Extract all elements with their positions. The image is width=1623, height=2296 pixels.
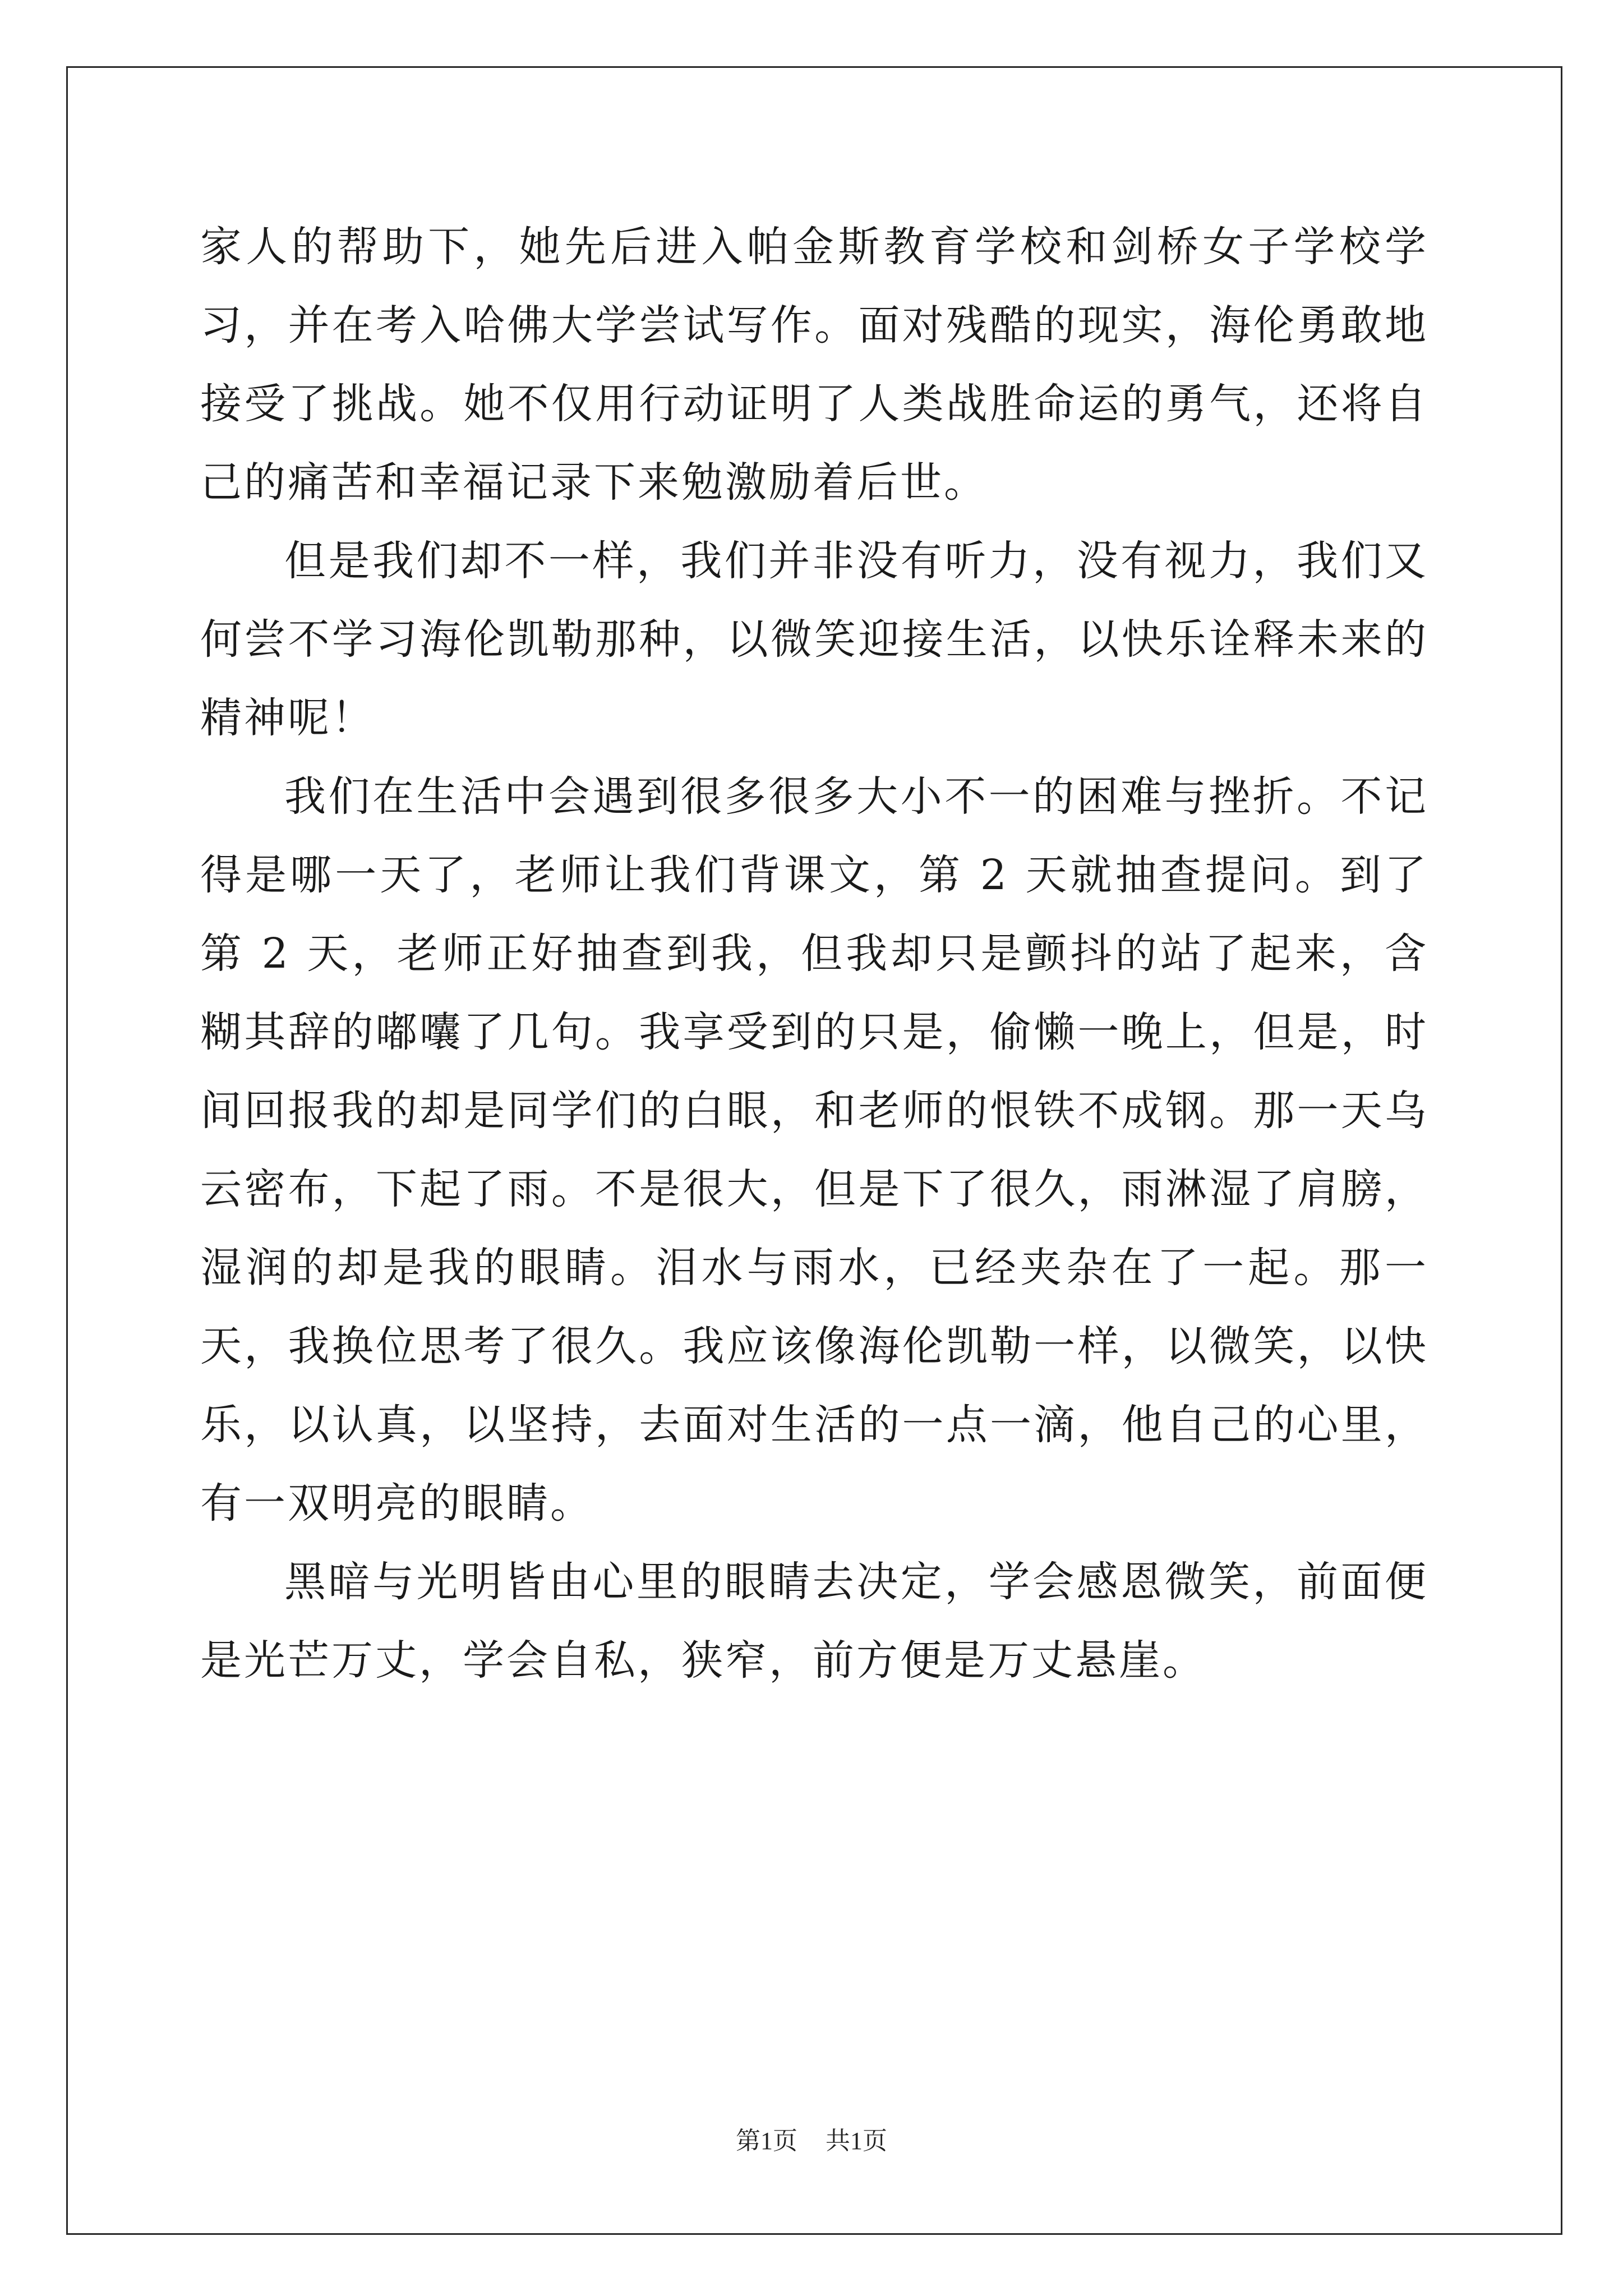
page-number: 第1页 xyxy=(736,2127,797,2155)
paragraph-4: 黑暗与光明皆由心里的眼睛去决定，学会感恩微笑，前面便是光芒万丈，学会自私，狭窄，前方便是万丈悬崖。 xyxy=(200,1558,1428,1685)
document-body xyxy=(200,208,1428,1700)
paragraph-1: 家人的帮助下，她先后进入帕金斯教育学校和剑桥女子学校学习，并在考入哈佛大学尝试写作。面对残酷的现实，海伦勇敢地接受了挑战。她不仅用行动证明了人类战胜命运的勇气，还将自己的痛苦和幸福记录下来勉激励着后世。 xyxy=(200,223,1428,507)
paragraph-3: 我们在生活中会遇到很多很多大小不一的困难与挫折。不记得是哪一天了，老师让我们背课文，第 2 天就抽查提问。到了第 2 天，老师正好抽查到我，但我却只是颤抖的站了起来，含糊其辞的嘟囔了几句。我享受到的只是，偷懒一晚上，但是，时间回报我的却是同学们的白眼，和老师的恨铁不成钢。那一天乌云密布，下起了雨。不是很大，但是下了很久，雨淋湿了肩膀，湿润的却是我的眼睛。泪水与雨水，已经夹杂在了一起。那一天，我换位思考了很久。我应该像海伦凯勒一样，以微笑，以快乐，以认真，以坚持，去面对生活的一点一滴，他自己的心里，有一双明亮的眼睛。 xyxy=(200,772,1428,1527)
page-footer xyxy=(0,2124,1623,2158)
paragraph-2: 但是我们却不一样，我们并非没有听力，没有视力，我们又何尝不学习海伦凯勒那种，以微笑迎接生活，以快乐诠释未来的精神呢！ xyxy=(200,537,1428,742)
page-total: 共1页 xyxy=(826,2127,887,2155)
